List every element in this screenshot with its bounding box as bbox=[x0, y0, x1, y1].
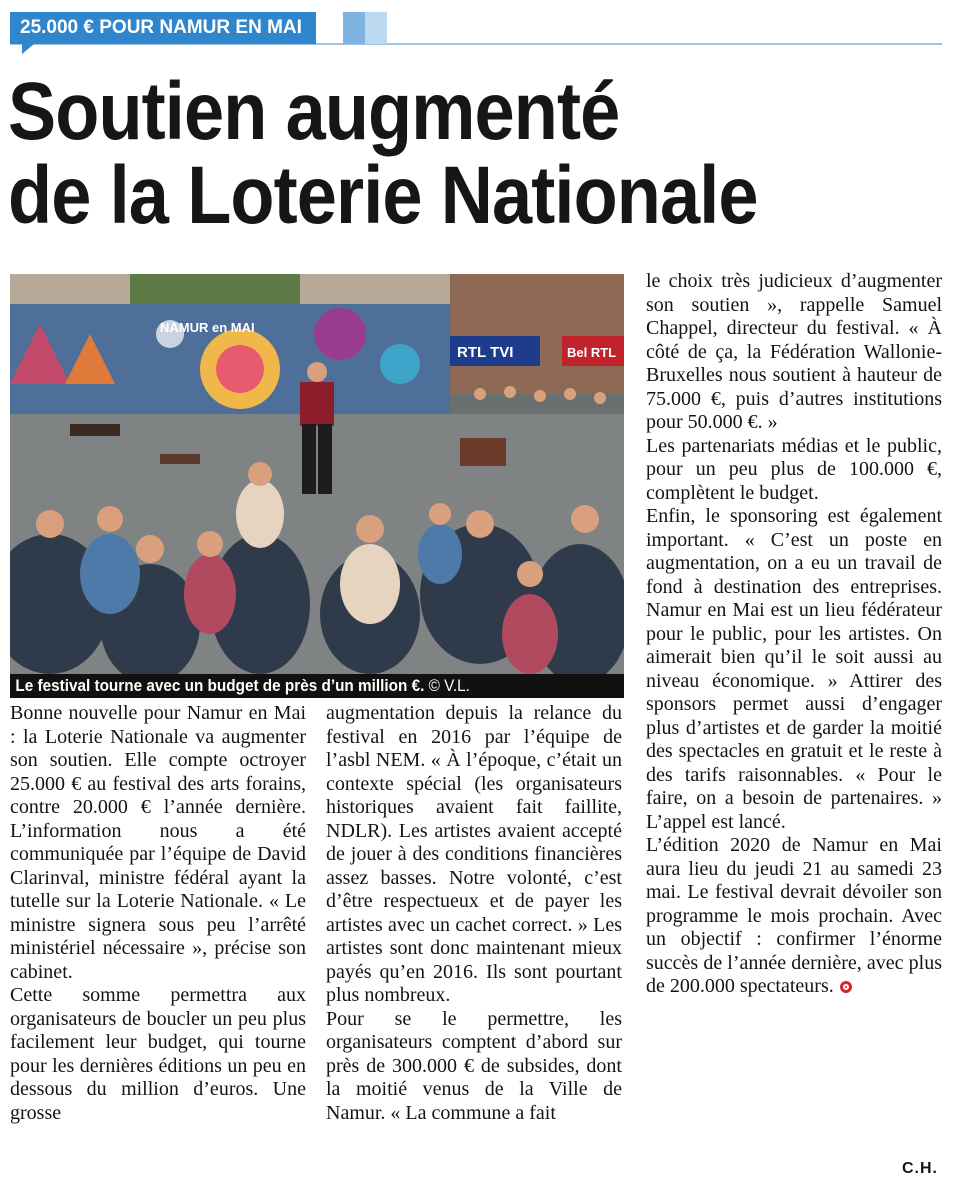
caption-credit: © V.L. bbox=[428, 676, 470, 695]
paragraph: Enfin, le sponsoring est également important. « C’est un poste en augmentation, on a eu un travail de fond à destination des entreprises. Namur en Mai est un lieu fédérateur pour le public, pour les artistes. On aimerait bien qu’il le soit aussi au niveau économique. » Attirer des sponsors permet aussi d’engager plus d’artistes et de garder la moitié des spectacles en gratuit et le reste à des tarifs raisonnables. « Pour le faire, on a besoin de partenaires. » L’appel est lancé. bbox=[646, 505, 942, 833]
headline-line-2: de la Loterie Nationale bbox=[8, 150, 758, 241]
paragraph: Pour se le permettre, les organisateurs comptent d’abord sur près de 300.000 € de subsides, dont la moitié venus de la Ville de Namur. « La commune a fait bbox=[326, 1007, 622, 1124]
paragraph: augmentation depuis la relance du festival en 2016 par l’équipe de l’asbl NEM. « À l’époque, c’était un contexte spécial (les organisateurs historiques avaient fait faillite, NDLR). Les artistes avaient accepté de jouer à des conditions financières assez basses. Notre volonté, c’est d’être respectueux et de payer les artistes avec un cachet correct. » Les artistes sont donc maintenant mieux payés qu’en 2016. Ils sont pourtant plus nombreux. bbox=[326, 702, 622, 1006]
caption-text: Le festival tourne avec un budget de près d’un million €. bbox=[15, 676, 425, 695]
paragraph: Bonne nouvelle pour Namur en Mai : la Loterie Nationale va augmenter son soutien. Elle compte octroyer 25.000 € au festival des arts forains, contre 20.000 € l’année dernière. L’information nous a été communiquée par l’équipe de David Clarinval, ministre fédéral ayant la tutelle sur la Loterie Nationale. « Le ministre signera sous peu l’arrêté ministériel nécessaire », précise son cabinet. bbox=[10, 702, 306, 983]
paragraph: Les partenariats médias et le public, pour un peu plus de 100.000 €, complètent le budget. bbox=[646, 434, 942, 504]
paragraph: le choix très judicieux d’augmenter son soutien », rappelle Samuel Chappel, directeur du festival. « À côté de ça, la Fédération Wallonie-Bruxelles nous soutient à hauteur de 75.000 €, puis d’autres institutions pour 50.000 €. » bbox=[646, 270, 942, 433]
kicker-label: 25.000 € POUR NAMUR EN MAI bbox=[10, 12, 316, 44]
mural-text: NAMUR en MAI bbox=[160, 320, 255, 335]
headline bbox=[8, 66, 826, 241]
article-column-1 bbox=[10, 702, 306, 1182]
article-column-3 bbox=[646, 270, 942, 1170]
end-of-article-icon bbox=[840, 981, 852, 993]
paragraph: L’édition 2020 de Namur en Mai aura lieu du jeudi 21 au samedi 23 mai. Le festival devrait dévoiler son programme le mois prochain. Avec un objectif : confirmer l’énorme succès de l’année dernière, avec plus de 200.000 spectateurs. bbox=[646, 834, 942, 997]
article-column-2 bbox=[326, 702, 622, 1182]
photo-caption bbox=[10, 674, 624, 698]
bel-rtl-sign: Bel RTL bbox=[567, 345, 617, 360]
article-photo bbox=[10, 274, 624, 674]
kicker-tab bbox=[22, 44, 34, 54]
kicker-decoration bbox=[365, 12, 387, 44]
headline-line-1: Soutien augmenté bbox=[8, 66, 620, 157]
paragraph: Cette somme permettra aux organisateurs de boucler un peu plus facilement leur budget, qui tourne pour les dernières éditions un peu en dessous du million d’euros. Une grosse bbox=[10, 984, 306, 1124]
rtl-tvi-sign: RTL TVI bbox=[457, 344, 514, 361]
author-signature: C.H. bbox=[902, 1160, 938, 1177]
kicker-bar bbox=[10, 12, 942, 52]
kicker-decoration bbox=[343, 12, 365, 44]
